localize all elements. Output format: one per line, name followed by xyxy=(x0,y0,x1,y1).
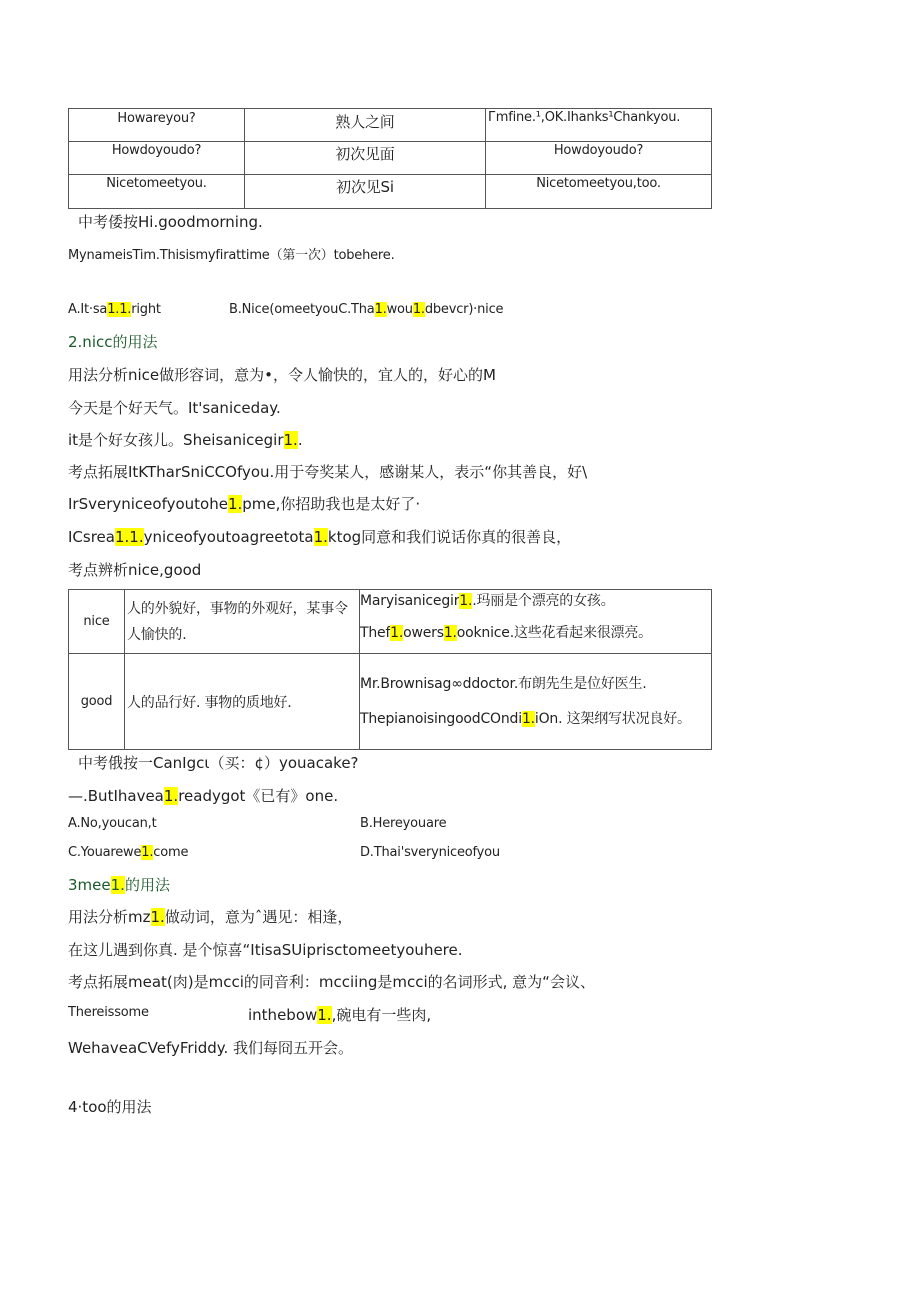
table-cell: Howdoyoudo? xyxy=(486,142,712,175)
exercise-1-line-1: 中考倭按Hi.goodmorning. xyxy=(78,213,263,231)
section-2-example-3: IrSveryniceofyoutohe1.pme,你招助我也是太好了· xyxy=(68,495,421,513)
greetings-table xyxy=(68,108,712,209)
table-row xyxy=(69,142,712,175)
section-2-example-4: ICsrea1.1.yniceofyoutoagreetota1.ktog同意和我们说话你真的很善良， xyxy=(68,528,572,546)
section-2-heading: 2.nicc的用法 xyxy=(68,333,158,351)
good-example-1: Mr.Brownisag∞ddoctor.布朗先生是位好医生. xyxy=(360,675,647,692)
exercise-1-options-bc: B.Nice(omeetyouC.Tha1.wou1.dbevcr)·nice xyxy=(229,302,504,317)
section-3-example-2a: Thereissome xyxy=(68,1005,149,1020)
table-cell: nice xyxy=(69,590,125,654)
section-3-example-3: WehaveaCVefyFriddy. 我们每冏五开会。 xyxy=(68,1039,354,1057)
exercise-2-option-a: A.No,youcan,t xyxy=(68,816,157,831)
exercise-1-line-2: MynameisTim.Thisismyfirattime（第一次）tobehere. xyxy=(68,248,395,263)
table-cell: Nicetomeetyou. xyxy=(69,175,245,209)
section-2-example-1: 今天是个好天气。It'saniceday. xyxy=(68,399,281,417)
table-cell: 人的品行好. 事物的质地好. xyxy=(125,654,360,750)
nice-example-2: Thef1.owers1.ooknice.这些花看起来很漂亮。 xyxy=(360,625,652,641)
section-3-example-2b: inthebow1.,碗电有一些肉, xyxy=(248,1006,432,1024)
exercise-1-option-a: A.It·sa1.1.right xyxy=(68,302,161,317)
table-cell xyxy=(360,590,712,654)
nice-example-1: Maryisanicegir1..玛丽是个漂亮的女孩。 xyxy=(360,593,615,609)
section-3-heading: 3mee1.的用法 xyxy=(68,876,170,894)
section-3-extend: 考点拓展meat(肉)是mcci的同音利：mcciing是mcci的名词形式, 意为“会议、 xyxy=(68,973,595,991)
exercise-2-option-c: C.Youarewe1.come xyxy=(68,845,189,860)
exercise-2-option-b: B.Hereyouare xyxy=(360,816,447,831)
section-3-example-1: 在这儿遇到你真. 是个惊喜“ItisaSUiprisctomeetyouhere. xyxy=(68,941,463,959)
table-row xyxy=(69,109,712,142)
section-4-heading: 4·too的用法 xyxy=(68,1098,152,1116)
exercise-2-line-2: —.ButIhavea1.readygot《已有》one. xyxy=(68,787,339,805)
table-cell: 人的外貌好，事物的外观好，某事令人愉快的. xyxy=(125,590,360,654)
table-cell: Гmfine.¹,OK.Ihanks¹Chankyou. xyxy=(486,109,712,142)
table-cell: 初次见Si xyxy=(245,175,486,209)
table-cell: Howdoyoudo? xyxy=(69,142,245,175)
table-cell: Nicetomeetyou,too. xyxy=(486,175,712,209)
table-cell: good xyxy=(69,654,125,750)
table-cell: 初次见面 xyxy=(245,142,486,175)
table-row xyxy=(69,654,712,750)
exercise-2-option-d: D.Thai'sveryniceofyou xyxy=(360,845,500,860)
table-cell: 熟人之间 xyxy=(245,109,486,142)
table-cell: Howareyou? xyxy=(69,109,245,142)
table-row xyxy=(69,175,712,209)
nice-good-table xyxy=(68,589,712,750)
section-2-discern: 考点辨析nice,good xyxy=(68,561,202,579)
section-2-example-2: it是个好女孩儿。Sheisanicegir1.. xyxy=(68,431,303,449)
table-cell xyxy=(360,654,712,750)
table-row xyxy=(69,590,712,654)
section-3-analysis: 用法分析mz1.做动词，意为ˆ遇见：相逢， xyxy=(68,908,353,926)
exercise-2-line-1: 中考俄按一CanIgcι（买：¢）youacake? xyxy=(78,754,359,772)
section-2-extend: 考点拓展ItKTharSniCCOfyou.用于夸奖某人，感谢某人，表示“你其善良，好\ xyxy=(68,463,588,481)
good-example-2: ThepianoisingoodCOndi1.iOn. 这架纲写状况良好。 xyxy=(360,710,691,727)
section-2-analysis: 用法分析nice做形容词，意为•，令人愉快的，宜人的，好心的M xyxy=(68,366,496,384)
